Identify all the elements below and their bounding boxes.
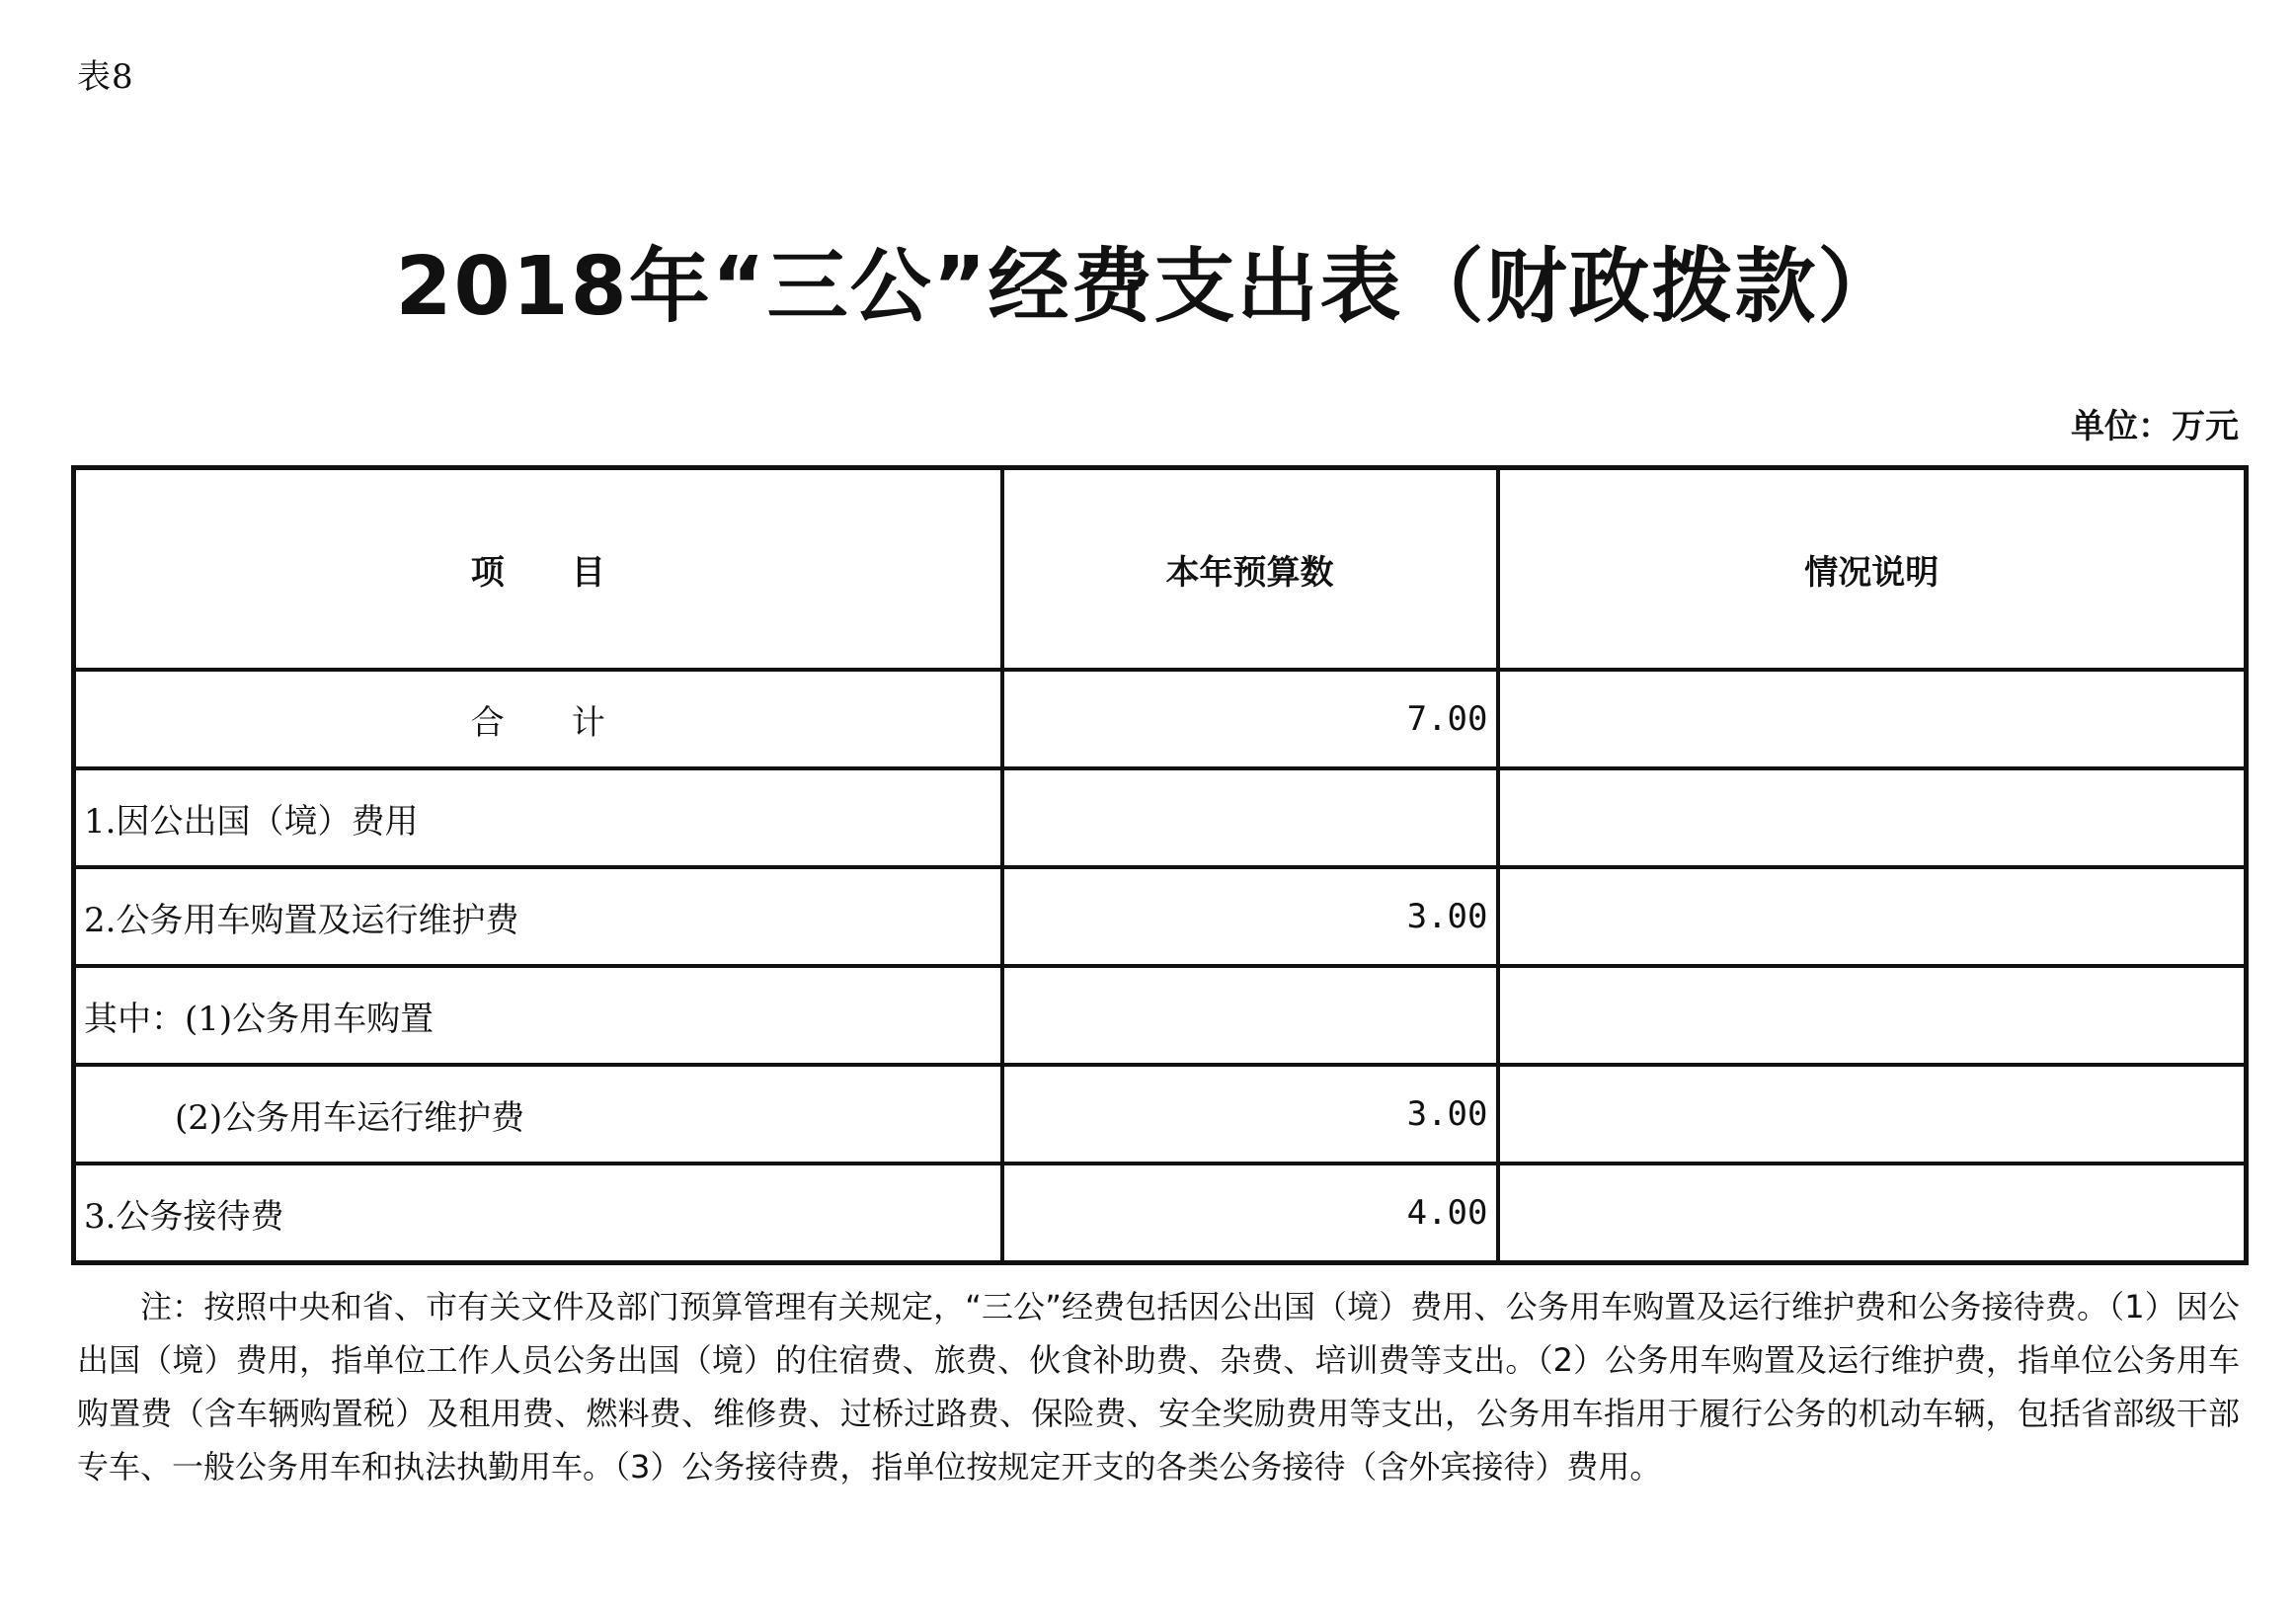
row-note <box>1498 1164 2247 1263</box>
row-amount <box>1002 966 1498 1065</box>
row-item: 2.公务用车购置及运行维护费 <box>74 867 1002 966</box>
row-amount: 7.00 <box>1002 670 1498 768</box>
row-amount: 3.00 <box>1002 1065 1498 1164</box>
column-header-budget: 本年预算数 <box>1002 468 1498 671</box>
row-amount: 4.00 <box>1002 1164 1498 1263</box>
column-header-notes: 情况说明 <box>1498 468 2247 671</box>
row-item: 合 计 <box>74 670 1002 768</box>
table-row <box>74 670 2247 768</box>
row-note <box>1498 966 2247 1065</box>
column-header-item: 项 目 <box>74 468 1002 671</box>
table-header-row <box>74 468 2247 671</box>
row-item: 1.因公出国（境）费用 <box>74 768 1002 867</box>
row-note <box>1498 670 2247 768</box>
table-row <box>74 1164 2247 1263</box>
row-item: (2)公务用车运行维护费 <box>74 1065 1002 1164</box>
row-item: 3.公务接待费 <box>74 1164 1002 1263</box>
table-row <box>74 966 2247 1065</box>
row-item: 其中：(1)公务用车购置 <box>74 966 1002 1065</box>
footnote: 注：按照中央和省、市有关文件及部门预算管理有关规定，“三公”经费包括因公出国（境）费用、公务用车购置及运行维护费和公务接待费。（1）因公出国（境）费用，指单位工作人员公务出国（境）的住宿费、旅费、伙食补助费、杂费、培训费等支出。（2）公务用车购置及运行维护费，指单位公务用车购置费（含车辆购置税）及租用费、燃料费、维修费、过桥过路费、保险费、安全奖励费用等支出，公务用车指用于履行公务的机动车辆，包括省部级干部专车、一般公务用车和执法执勤用车。（3）公务接待费，指单位按规定开支的各类公务接待（含外宾接待）费用。 <box>77 1288 2240 1486</box>
page-title: 2018年“三公”经费支出表（财政拨款） <box>395 240 1901 334</box>
row-note <box>1498 1065 2247 1164</box>
table-row <box>74 867 2247 966</box>
row-amount <box>1002 768 1498 867</box>
unit-label: 单位：万元 <box>2071 407 2239 446</box>
table-row <box>74 768 2247 867</box>
table-row <box>74 1065 2247 1164</box>
table-number: 表8 <box>77 57 134 97</box>
row-amount: 3.00 <box>1002 867 1498 966</box>
budget-table <box>71 465 2249 1265</box>
row-note <box>1498 867 2247 966</box>
row-note <box>1498 768 2247 867</box>
